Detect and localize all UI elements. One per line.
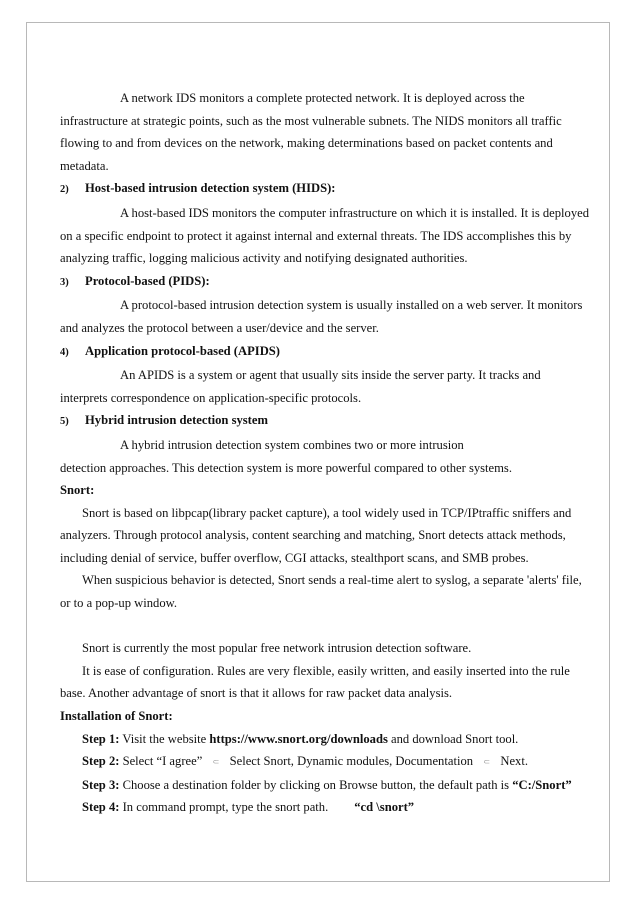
hybrid-number: 5): [60, 416, 69, 428]
pids-number: 3): [60, 276, 69, 288]
installation-heading: Installation of Snort:: [60, 709, 173, 724]
pids-heading: [60, 270, 590, 295]
arrow-icon: ⸦: [482, 757, 492, 768]
hybrid-paragraph-line2: detection approaches. This detection system is more powerful compared to other systems.: [60, 460, 512, 475]
nids-paragraph: A network IDS monitors a complete protected network. It is deployed across the infrastructure at strategic points, such as the most vulnerable subnets. The NIDS monitors all traffic flowing to and from devices on the network, making determinations based on packet contents and metadata.: [60, 91, 562, 173]
step-2-text-a: Select “I agree”: [119, 754, 206, 769]
step-2-text-c: Next.: [497, 754, 528, 769]
step-1-label: Step 1:: [82, 731, 120, 746]
step-4-label: Step 4:: [82, 800, 120, 815]
default-path: “C:/Snort”: [512, 777, 572, 792]
step-4: [60, 796, 590, 819]
step-3-label: Step 3:: [82, 777, 120, 792]
snort-paragraph-3: Snort is currently the most popular free network intrusion detection software.: [82, 641, 472, 656]
hids-paragraph: A host-based IDS monitors the computer infrastructure on which it is installed. It is deployed on a specific endpoint to protect it against internal and external threats. The IDS accomplishes this by analyzing traffic, logging malicious activity and notifying designated authorities.: [60, 205, 590, 266]
hids-heading: [60, 177, 590, 202]
step-4-text: In command prompt, type the snort path.: [119, 800, 329, 815]
snort-paragraph-4: It is ease of configuration. Rules are very flexible, easily written, and easily inserted into the rule base. Another advantage of snort is that it allows for raw packet data analysis.: [60, 663, 570, 701]
hybrid-title: Hybrid intrusion detection system: [85, 413, 268, 428]
apids-paragraph: An APIDS is a system or agent that usually sits inside the server party. It tracks and interprets correspondence on application-specific protocols.: [60, 368, 541, 405]
snort-paragraph-2: When suspicious behavior is detected, Snort sends a real-time alert to syslog, a separate 'alerts' file, or to a pop-up window.: [60, 573, 582, 611]
step-3-text: Choose a destination folder by clicking on Browse button, the default path is: [119, 777, 513, 792]
hybrid-heading: [60, 409, 590, 434]
step-1-pre: Visit the website: [119, 731, 210, 746]
apids-title: Application protocol-based (APIDS): [85, 343, 280, 358]
step-1: [60, 728, 590, 751]
snort-downloads-link[interactable]: https://www.snort.org/downloads: [209, 731, 388, 746]
pids-paragraph: A protocol-based intrusion detection system is usually installed on a web server. It monitors and analyzes the protocol between a user/device and the server.: [60, 298, 583, 335]
hids-title: Host-based intrusion detection system (HIDS):: [85, 181, 336, 196]
snort-paragraph-1: Snort is based on libpcap(library packet capture), a tool widely used in TCP/IPtraffic sniffers and analyzers. Through protocol analysis, content searching and matching, Snort detects attack methods, including denial of service, buffer overflow, CGI attacks, stealthport scans, and SMB probes.: [60, 505, 572, 565]
paragraph-gap: [60, 615, 590, 638]
step-2: [60, 750, 590, 774]
apids-heading: [60, 340, 590, 365]
arrow-icon: ⸦: [211, 757, 221, 768]
step-2-label: Step 2:: [82, 754, 120, 769]
snort-command: “cd \snort”: [354, 800, 415, 815]
step-3: [60, 774, 590, 797]
snort-heading: Snort:: [60, 483, 95, 498]
hids-number: 2): [60, 184, 69, 196]
hybrid-paragraph-line1: A hybrid intrusion detection system combines two or more intrusion: [120, 437, 464, 452]
document-body: [60, 87, 590, 819]
apids-number: 4): [60, 346, 69, 358]
step-2-text-b: Select Snort, Dynamic modules, Documentation: [226, 754, 477, 769]
step-1-post: and download Snort tool.: [387, 731, 519, 746]
pids-title: Protocol-based (PIDS):: [85, 273, 210, 288]
